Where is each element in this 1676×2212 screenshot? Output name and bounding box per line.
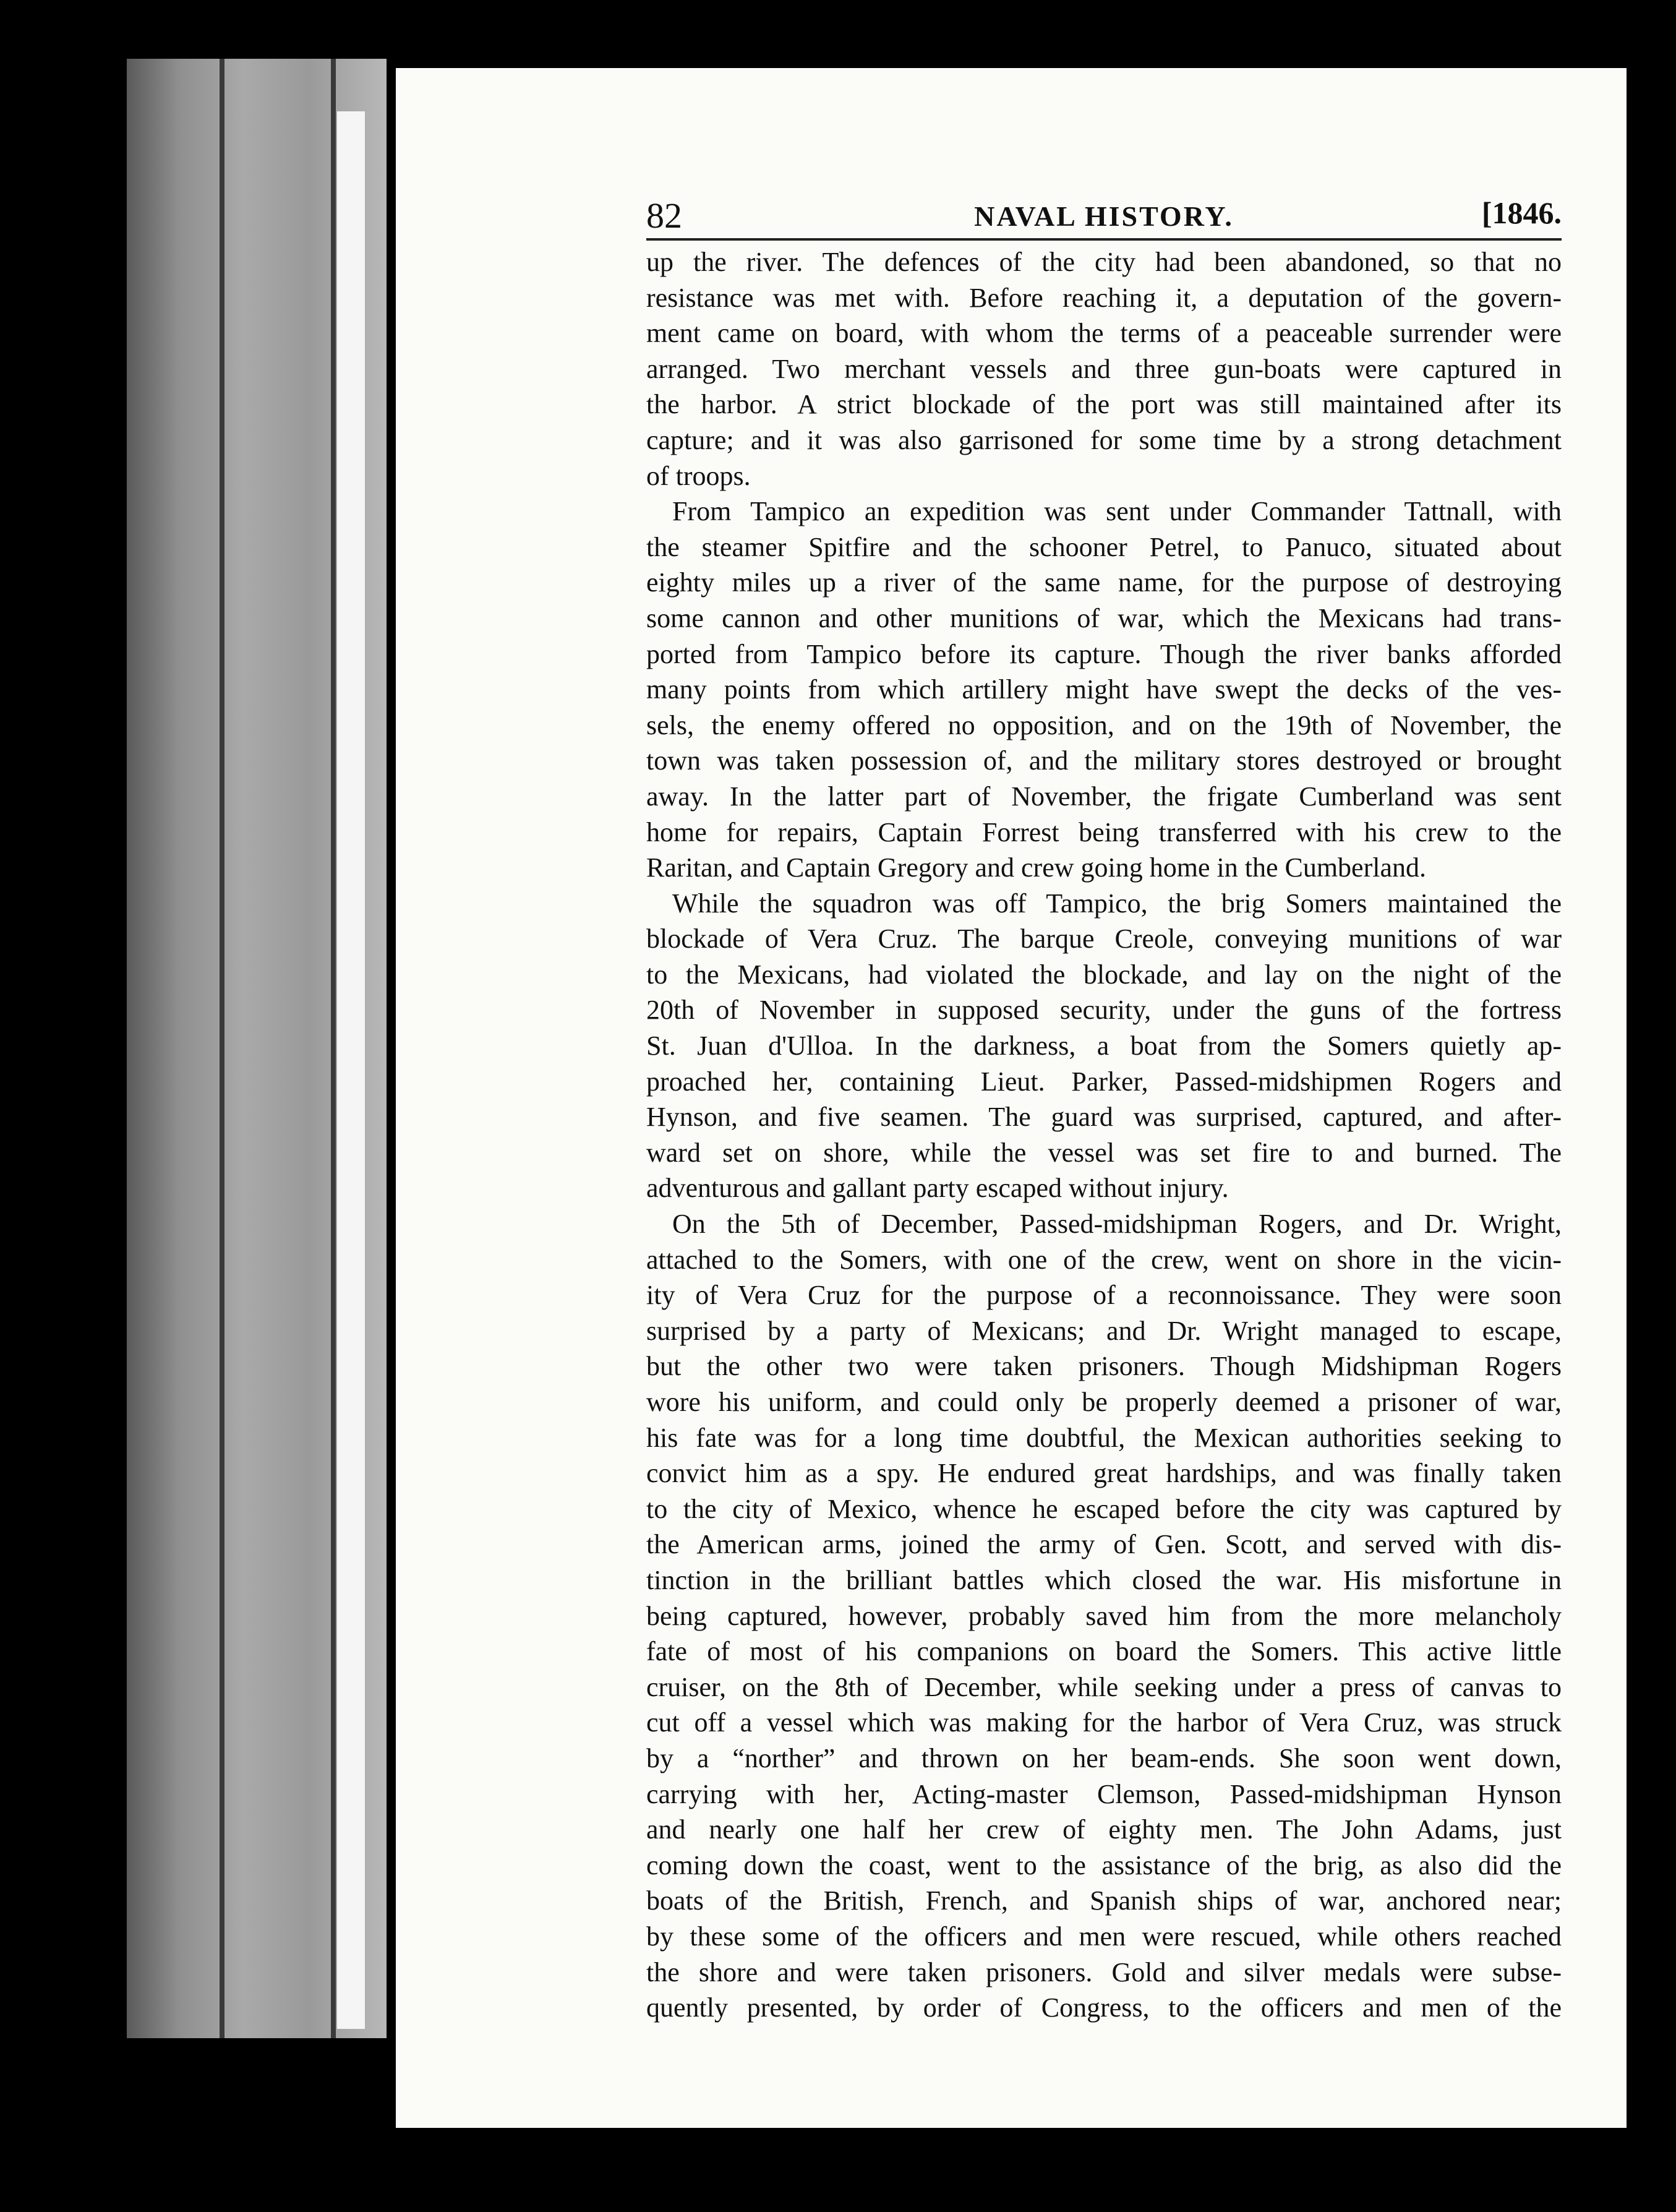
text-line: home for repairs, Captain Forrest being transferred with his crew to the — [646, 817, 1562, 847]
text-line: blockade of Vera Cruz. The barque Creole, conveying munitions of war — [646, 924, 1562, 954]
text-line: to the city of Mexico, whence he escaped before the city was captured by — [646, 1493, 1562, 1524]
running-title: NAVAL HISTORY. — [974, 200, 1234, 232]
text-line: quently presented, by order of Congress, to the officers and men of the — [646, 1992, 1562, 2023]
text-line: tinction in the brilliant battles which closed the war. His misfortune in — [646, 1564, 1562, 1595]
text-line: boats of the British, French, and Spanish ships of war, anchored near; — [646, 1885, 1562, 1916]
text-line: arranged. Two merchant vessels and three gun-boats were captured in — [646, 353, 1562, 384]
text-line: to the Mexicans, had violated the blockade, and lay on the night of the — [646, 959, 1562, 990]
text-line: 20th of November in supposed security, under the guns of the fortress — [646, 995, 1562, 1026]
text-line: resistance was met with. Before reaching it, a deputation of the govern- — [646, 282, 1562, 313]
header-year: [1846. — [1481, 195, 1562, 230]
text-line: adventurous and gallant party escaped without injury. — [646, 1173, 1229, 1204]
text-line: the harbor. A strict blockade of the port was still maintained after its — [646, 389, 1562, 420]
text-line: convict him as a spy. He endured great hardships, and was finally taken — [646, 1458, 1562, 1489]
text-line: On the 5th of December, Passed-midshipman Rogers, and Dr. Wright, — [672, 1209, 1562, 1240]
text-line: the American arms, joined the army of Gen. Scott, and served with dis- — [646, 1529, 1562, 1560]
text-line: by a “norther” and thrown on her beam-ends. She soon went down, — [646, 1743, 1562, 1773]
text-line: proached her, containing Lieut. Parker, Passed-midshipmen Rogers and — [646, 1066, 1562, 1097]
text-line: by these some of the officers and men were rescued, while others reached — [646, 1921, 1562, 1952]
text-line: carrying with her, Acting-master Clemson, Passed-midshipman Hynson — [646, 1778, 1562, 1809]
text-line: wore his uniform, and could only be properly deemed a prisoner of war, — [646, 1387, 1562, 1417]
body-text — [646, 244, 1562, 2026]
text-line: the steamer Spitfire and the schooner Petrel, to Panuco, situated about — [646, 531, 1562, 562]
text-line: sels, the enemy offered no opposition, and on the 19th of November, the — [646, 709, 1562, 740]
text-line: ward set on shore, while the vessel was set fire to and burned. The — [646, 1137, 1562, 1168]
text-line: of troops. — [646, 460, 751, 491]
running-header — [646, 189, 1562, 241]
page-edge-highlight — [337, 111, 365, 2029]
text-line: the shore and were taken prisoners. Gold and silver medals were subse- — [646, 1957, 1562, 1987]
text-line: but the other two were taken prisoners. Though Midshipman Rogers — [646, 1351, 1562, 1382]
page-edge-divider — [331, 59, 336, 2038]
text-line: From Tampico an expedition was sent under Commander Tattnall, with — [672, 496, 1562, 527]
text-line: cut off a vessel which was making for the harbor of Vera Cruz, was struck — [646, 1707, 1562, 1738]
text-line: ity of Vera Cruz for the purpose of a reconnoissance. They were soon — [646, 1280, 1562, 1311]
text-line: away. In the latter part of November, the frigate Cumberland was sent — [646, 781, 1562, 812]
text-line: Raritan, and Captain Gregory and crew going home in the Cumberland. — [646, 852, 1426, 883]
text-line: St. Juan d'Ulloa. In the darkness, a boat from the Somers quietly ap- — [646, 1031, 1562, 1061]
text-line: many points from which artillery might have swept the decks of the ves- — [646, 674, 1562, 705]
text-line: eighty miles up a river of the same name, for the purpose of destroying — [646, 567, 1562, 598]
text-line: cruiser, on the 8th of December, while seeking under a press of canvas to — [646, 1671, 1562, 1702]
page-edge-divider — [220, 59, 224, 2038]
text-line: town was taken possession of, and the military stores destroyed or brought — [646, 745, 1562, 776]
text-line: some cannon and other munitions of war, which the Mexicans had trans- — [646, 602, 1562, 633]
text-line: ported from Tampico before its capture. Though the river banks afforded — [646, 638, 1562, 669]
text-line: capture; and it was also garrisoned for some time by a strong detachment — [646, 424, 1562, 455]
text-line: surprised by a party of Mexicans; and Dr. Wright managed to escape, — [646, 1315, 1562, 1346]
text-line: being captured, however, probably saved him from the more melancholy — [646, 1600, 1562, 1631]
page-number: 82 — [646, 195, 682, 236]
text-line: his fate was for a long time doubtful, the Mexican authorities seeking to — [646, 1422, 1562, 1453]
text-line: and nearly one half her crew of eighty men. The John Adams, just — [646, 1814, 1562, 1845]
book-page — [396, 68, 1627, 2128]
text-line: fate of most of his companions on board the Somers. This active little — [646, 1636, 1562, 1667]
text-line: attached to the Somers, with one of the crew, went on shore in the vicin- — [646, 1244, 1562, 1275]
text-line: ment came on board, with whom the terms of a peaceable surrender were — [646, 318, 1562, 349]
text-line: coming down the coast, went to the assistance of the brig, as also did the — [646, 1850, 1562, 1880]
text-line: Hynson, and five seamen. The guard was surprised, captured, and after- — [646, 1102, 1562, 1133]
text-line: While the squadron was off Tampico, the brig Somers maintained the — [672, 888, 1562, 919]
text-line: up the river. The defences of the city had been abandoned, so that no — [646, 247, 1562, 277]
